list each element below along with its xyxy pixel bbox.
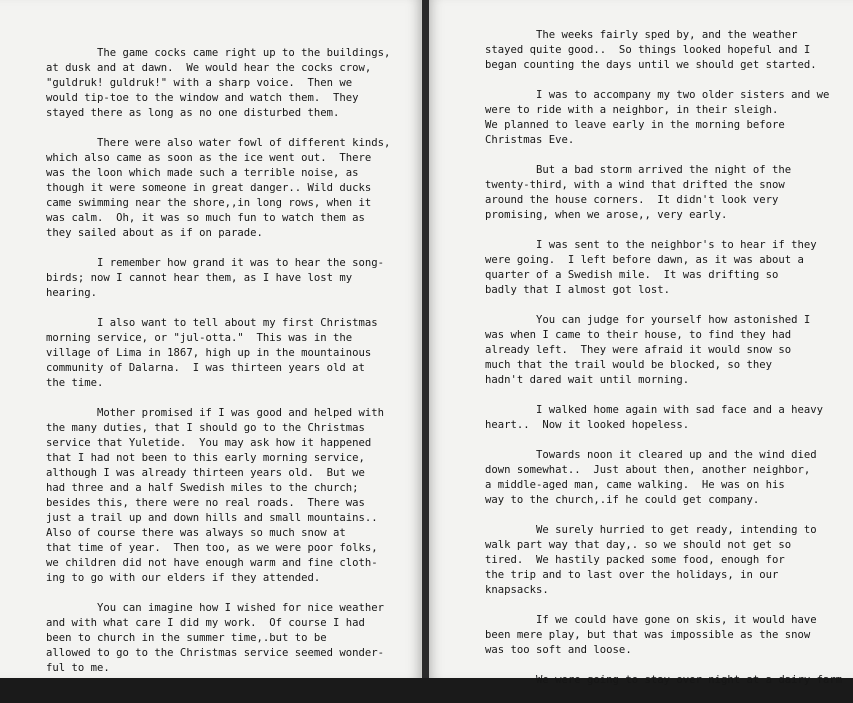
text-line: We surely hurried to get ready, intending to (485, 524, 817, 536)
text-line: ing to go with our elders if they attended. (46, 572, 321, 584)
text-line: We planned to leave early in the morning before (485, 119, 785, 131)
paragraph (485, 673, 842, 688)
text-line: We were going to stay over night at a dairy farm (485, 674, 843, 686)
text-line: which also came as soon as the ice went out. There (46, 152, 372, 164)
text-line: ful to me. (46, 662, 110, 674)
text-line: I walked home again with sad face and a heavy (485, 404, 824, 416)
text-line: a middle-aged man, came walking. He was on his (485, 479, 785, 491)
paragraph (485, 238, 842, 298)
text-line: morning service, or "jul-otta." This was in the (46, 332, 353, 344)
text-line: Towards noon it cleared up and the wind died (485, 449, 817, 461)
text-line: had three and a half Swedish miles to the church; (46, 482, 359, 494)
text-line: But a bad storm arrived the night of the (485, 164, 792, 176)
text-line: the many duties, that I should go to the Christmas (46, 422, 365, 434)
paragraph (485, 88, 842, 148)
text-line: that I had not been to this early morning service, (46, 452, 365, 464)
paragraph (485, 163, 842, 223)
text-line: quarter of a Swedish mile. It was drifting so (485, 269, 779, 281)
text-line: Christmas Eve. (485, 134, 575, 146)
paragraph (485, 313, 842, 388)
text-line: I remember how grand it was to hear the song- (46, 257, 385, 269)
text-line: besides this, there were no real roads. There was (46, 497, 365, 509)
text-line: walk part way that day,. so we should not get so (485, 539, 792, 551)
text-line: hearing. (46, 287, 98, 299)
text-line: was when I came to their house, to find they had (485, 329, 792, 341)
text-line: would tip-toe to the window and watch them. They (46, 92, 359, 104)
text-line: the trip and to last over the holidays, in our (485, 569, 779, 581)
text-line: If we could have gone on skis, it would have (485, 614, 817, 626)
paragraph (46, 256, 390, 301)
text-line: been mere play, but that was impossible as the snow (485, 629, 811, 641)
text-line: we children did not have enough warm and fine cloth- (46, 557, 378, 569)
text-line: allowed to go to the Christmas service seemed wonder- (46, 647, 385, 659)
right-page-text (485, 28, 842, 703)
text-line: began counting the days until we should get started. (485, 59, 817, 71)
text-line: the time. (46, 377, 104, 389)
text-line: Mother promised if I was good and helped with (46, 407, 385, 419)
right-page (429, 0, 853, 686)
text-line: birds; now I cannot hear them, as I have lost my (46, 272, 353, 284)
paragraph (485, 613, 842, 658)
text-line: You can judge for yourself how astonished I (485, 314, 811, 326)
text-line: village of Lima in 1867, high up in the mountainous (46, 347, 372, 359)
text-line: hadn't dared wait until morning. (485, 374, 690, 386)
text-line: already left. They were afraid it would snow so (485, 344, 792, 356)
paragraph (46, 136, 390, 241)
paragraph (46, 406, 390, 586)
text-line: stayed there as long as no one disturbed them. (46, 107, 340, 119)
text-line: service that Yuletide. You may ask how it happened (46, 437, 372, 449)
text-line: though it were someone in great danger.. Wild ducks (46, 182, 372, 194)
text-line: "guldruk! guldruk!" with a sharp voice. Then we (46, 77, 353, 89)
text-line: been to church in the summer time,.but to be (46, 632, 327, 644)
text-line: I also want to tell about my first Christmas (46, 317, 378, 329)
paragraph (485, 403, 842, 433)
paragraph (485, 28, 842, 73)
text-line: were going. I left before dawn, as it was about a (485, 254, 804, 266)
text-line: stayed quite good.. So things looked hopeful and I (485, 44, 811, 56)
text-line: I was sent to the neighbor's to hear if they (485, 239, 817, 251)
text-line: The game cocks came right up to the buildings, (46, 47, 391, 59)
text-line: just a trail up and down hills and small mountains.. (46, 512, 378, 524)
text-line: You can imagine how I wished for nice weather (46, 602, 385, 614)
text-line: they sailed about as if on parade. (46, 227, 263, 239)
text-line: badly that I almost got lost. (485, 284, 670, 296)
text-line: at dusk and at dawn. We would hear the cocks crow, (46, 62, 372, 74)
text-line: The weeks fairly sped by, and the weather (485, 29, 798, 41)
text-line: was the loon which made such a terrible noise, as (46, 167, 359, 179)
book-gutter (422, 0, 429, 678)
left-page (0, 0, 422, 678)
text-line: were to ride with a neighbor, in their sleigh. (485, 104, 779, 116)
paragraph (46, 46, 390, 121)
text-line: although I was already thirteen years old. But we (46, 467, 365, 479)
text-line: Also of course there was always so much snow at (46, 527, 346, 539)
text-line: was calm. Oh, it was so much fun to watch them as (46, 212, 365, 224)
text-line: around the house corners. It didn't look very (485, 194, 779, 206)
paragraph (485, 523, 842, 598)
text-line: down somewhat.. Just about then, another neighbor, (485, 464, 811, 476)
text-line: tired. We hastily packed some food, enough for (485, 554, 785, 566)
text-line: was too soft and loose. (485, 644, 632, 656)
text-line: knapsacks. (485, 584, 549, 596)
text-line: promising, when we arose,, very early. (485, 209, 728, 221)
text-line: that time of year. Then too, as we were poor folks, (46, 542, 378, 554)
text-line: twenty-third, with a wind that drifted the snow (485, 179, 785, 191)
text-line: much that the trail would be blocked, so they (485, 359, 773, 371)
paragraph (46, 601, 390, 676)
text-line: There were also water fowl of different kinds, (46, 137, 391, 149)
text-line: community of Dalarna. I was thirteen years old at (46, 362, 365, 374)
paragraph (46, 316, 390, 391)
text-line: I was to accompany my two older sisters and we (485, 89, 830, 101)
left-page-text (46, 46, 390, 691)
text-line: came swimming near the shore,,in long rows, when it (46, 197, 372, 209)
text-line: and with what care I did my work. Of course I had (46, 617, 365, 629)
text-line: heart.. Now it looked hopeless. (485, 419, 690, 431)
text-line: way to the church,.if he could get company. (485, 494, 760, 506)
paragraph (485, 448, 842, 508)
